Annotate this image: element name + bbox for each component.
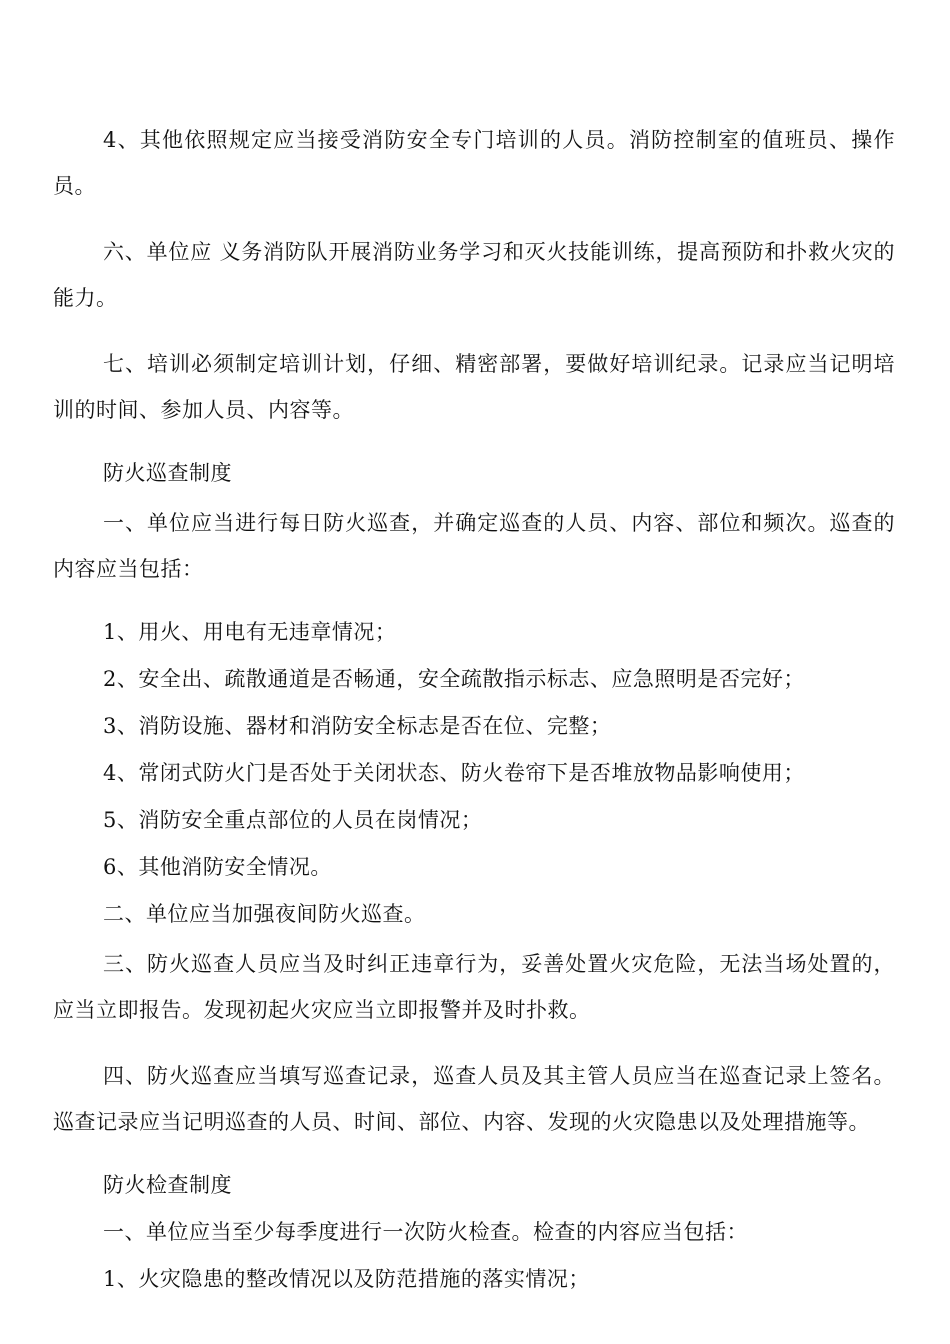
paragraph-daily-patrol: 一、单位应当进行每日防火巡查，并确定巡查的人员、内容、部位和频次。巡查的内容应当包括： <box>53 511 895 581</box>
paragraph-patrol-correction: 三、防火巡查人员应当及时纠正违章行为，妥善处置火灾危险，无法当场处置的，应当立即报告。发现初起火灾应当立即报警并及时扑救。 <box>53 952 895 1022</box>
paragraph-volunteer-fire-brigade: 六、单位应 义务消防队开展消防业务学习和灭火技能训练，提高预防和扑救火灾的能力。 <box>53 240 895 310</box>
list-item-patrol-3: 3、消防设施、器材和消防安全标志是否在位、完整； <box>103 714 612 738</box>
document-page <box>53 117 895 1306</box>
list-item-patrol-6: 6、其他消防安全情况。 <box>103 855 332 879</box>
section-heading-fire-inspection: 防火检查制度 <box>103 1173 232 1197</box>
paragraph-training-plan: 七、培训必须制定培训计划，仔细、精密部署，要做好培训纪录。记录应当记明培训的时间、参加人员、内容等。 <box>53 352 895 422</box>
list-item-inspection-1: 1、火灾隐患的整改情况以及防范措施的落实情况； <box>103 1267 590 1291</box>
paragraph-night-patrol: 二、单位应当加强夜间防火巡查。 <box>103 902 426 926</box>
paragraph-training-other-personnel: 4、其他依照规定应当接受消防安全专门培训的人员。消防控制室的值班员、操作员。 <box>53 128 895 198</box>
section-heading-fire-patrol: 防火巡查制度 <box>103 461 232 485</box>
paragraph-quarterly-inspection: 一、单位应当至少每季度进行一次防火检查。检查的内容应当包括： <box>103 1220 748 1244</box>
paragraph-patrol-records: 四、防火巡查应当填写巡查记录，巡查人员及其主管人员应当在巡查记录上签名。巡查记录应当记明巡查的人员、时间、部位、内容、发现的火灾隐患以及处理措施等。 <box>53 1064 895 1134</box>
list-item-patrol-1: 1、用火、用电有无违章情况； <box>103 620 397 644</box>
list-item-patrol-2: 2、安全出、疏散通道是否畅通，安全疏散指示标志、应急照明是否完好； <box>103 667 805 691</box>
list-item-patrol-4: 4、常闭式防火门是否处于关闭状态、防火卷帘下是否堆放物品影响使用； <box>103 761 805 785</box>
list-item-patrol-5: 5、消防安全重点部位的人员在岗情况； <box>103 808 483 832</box>
